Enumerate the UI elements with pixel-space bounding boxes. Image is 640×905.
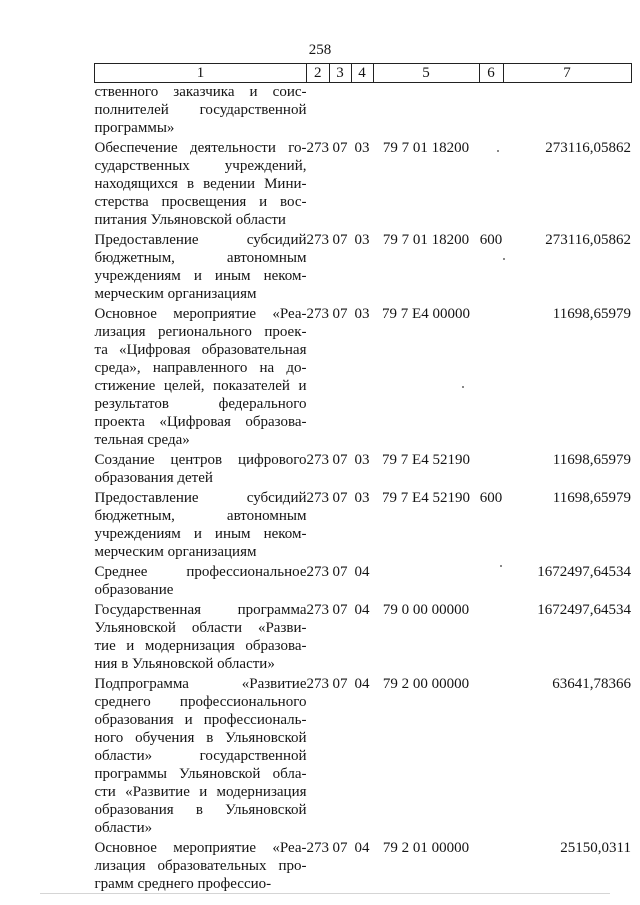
header-col-7: 7 — [503, 64, 631, 83]
sum-cell: 63641,78366 — [552, 676, 631, 692]
sum-cell: 273116,05862 — [545, 140, 631, 156]
sum-cell: 11698,65979 — [552, 306, 631, 322]
sum-cell: 1672497,64534 — [537, 602, 631, 618]
name-line: Подпрограмма «Развитие — [94, 676, 307, 692]
name-line: Создание центров цифрового — [94, 452, 307, 468]
name-line: стерства просвещения и вос- — [94, 194, 307, 210]
csr-cell: 79 7 01 18200 — [382, 232, 470, 248]
sum-cell — [503, 83, 631, 138]
name-cell — [95, 303, 307, 449]
scan-mark — [500, 565, 502, 567]
rz-cell: 07 — [332, 840, 348, 856]
name-cell — [95, 137, 307, 229]
name-line: ния в Ульяновской области» — [94, 656, 275, 672]
name-line: Предоставление субсидий — [94, 490, 307, 506]
name-line: проекта «Цифровая образова- — [94, 414, 307, 430]
csr-cell: 79 7 E4 52190 — [382, 452, 470, 468]
ved-cell: 273 — [306, 564, 329, 580]
rz-cell: 07 — [332, 140, 348, 156]
name-line: сударственных учреждений, — [94, 158, 307, 174]
ved-cell: 273 — [306, 490, 329, 506]
pr-cell: 04 — [354, 676, 370, 692]
name-line: сти «Развитие и модернизация — [94, 784, 307, 800]
name-line: Основное мероприятие «Реа- — [94, 840, 307, 856]
budget-table — [94, 63, 632, 893]
rz-cell: 07 — [332, 452, 348, 468]
rz-cell: 07 — [332, 564, 348, 580]
csr-cell: 79 7 01 18200 — [382, 140, 470, 156]
ved-cell: 273 — [306, 452, 329, 468]
rz-cell: 07 — [332, 676, 348, 692]
csr-cell: 79 2 00 00000 — [382, 676, 470, 692]
name-line: Среднее профессиональное — [94, 564, 307, 580]
name-line: образования детей — [94, 470, 213, 486]
table-row — [95, 303, 632, 449]
ved-cell: 273 — [306, 306, 329, 322]
header-col-6: 6 — [479, 64, 503, 83]
name-line: бюджетным, автономным — [94, 250, 307, 266]
name-line: бюджетным, автономным — [94, 508, 307, 524]
header-col-2: 2 — [307, 64, 330, 83]
ved-cell: 273 — [306, 602, 329, 618]
ved-cell: 273 — [306, 676, 329, 692]
table-row — [95, 229, 632, 303]
pr-cell: 03 — [354, 232, 370, 248]
name-line: Обеспечение деятельности го- — [94, 140, 307, 156]
name-line: Предоставление субсидий — [94, 232, 307, 248]
scan-mark — [503, 258, 505, 260]
page-number: 258 — [308, 42, 332, 58]
table-row — [95, 83, 632, 138]
name-line: образования в Ульяновской — [94, 802, 307, 818]
sum-cell: 273116,05862 — [545, 232, 631, 248]
table-row — [95, 673, 632, 837]
ved-cell: 273 — [306, 840, 329, 856]
csr-cell — [373, 561, 479, 599]
name-cell — [95, 837, 307, 893]
scan-mark — [40, 893, 610, 894]
csr-cell — [373, 83, 479, 138]
vr-cell — [479, 449, 503, 487]
vr-cell: 600 — [479, 232, 503, 248]
csr-cell: 79 7 E4 52190 — [382, 490, 470, 506]
sum-cell: 11698,65979 — [552, 490, 631, 506]
ved-cell: 273 — [306, 232, 329, 248]
vr-cell — [479, 137, 503, 229]
scan-mark — [497, 150, 499, 152]
name-line: стижение целей, показателей и — [94, 378, 307, 394]
name-line: учреждениям и иным неком- — [94, 268, 307, 284]
table-header-row — [95, 64, 632, 83]
vr-cell — [479, 303, 503, 449]
csr-cell: 79 0 00 00000 — [382, 602, 470, 618]
table-row — [95, 137, 632, 229]
pr-cell: 04 — [354, 840, 370, 856]
header-col-4: 4 — [351, 64, 373, 83]
name-line: ного обучения в Ульяновской — [94, 730, 307, 746]
table-row — [95, 599, 632, 673]
table-row — [95, 449, 632, 487]
name-line: области» — [94, 820, 153, 836]
name-line: образование — [94, 582, 174, 598]
name-cell — [95, 561, 307, 599]
sum-cell: 11698,65979 — [552, 452, 631, 468]
name-cell — [95, 673, 307, 837]
name-cell — [95, 449, 307, 487]
name-line: грамм среднего профессио- — [94, 876, 272, 892]
name-line: полнителей государственной — [94, 102, 307, 118]
sum-cell: 1672497,64534 — [537, 564, 631, 580]
name-line: находящихся в ведении Мини- — [94, 176, 307, 192]
name-line: лизация регионального проек- — [94, 324, 307, 340]
pr-cell: 03 — [354, 306, 370, 322]
name-cell — [95, 83, 307, 138]
ved-cell: 273 — [306, 140, 329, 156]
name-line: тельная среда» — [94, 432, 190, 448]
name-cell — [95, 229, 307, 303]
pr-cell — [351, 83, 373, 138]
name-cell — [95, 599, 307, 673]
name-line: мерческим организациям — [94, 286, 257, 302]
pr-cell: 04 — [354, 602, 370, 618]
rz-cell: 07 — [332, 490, 348, 506]
name-line: результатов федерального — [94, 396, 307, 412]
pr-cell: 03 — [354, 452, 370, 468]
header-col-5: 5 — [373, 64, 479, 83]
name-line: программы Ульяновской обла- — [94, 766, 307, 782]
name-line: среднего профессионального — [94, 694, 307, 710]
name-line: тие и модернизация образова- — [94, 638, 307, 654]
pr-cell: 03 — [354, 490, 370, 506]
ved-cell — [307, 83, 330, 138]
name-line: лизация образовательных про- — [94, 858, 307, 874]
rz-cell — [329, 83, 351, 138]
rz-cell: 07 — [332, 306, 348, 322]
name-line: области» государственной — [94, 748, 307, 764]
header-col-3: 3 — [329, 64, 351, 83]
vr-cell — [479, 673, 503, 837]
pr-cell: 04 — [354, 564, 370, 580]
vr-cell — [479, 599, 503, 673]
rz-cell: 07 — [332, 602, 348, 618]
name-line: программы» — [94, 120, 175, 136]
table-row — [95, 561, 632, 599]
name-line: Основное мероприятие «Реа- — [94, 306, 307, 322]
scan-mark — [462, 386, 464, 388]
table-row — [95, 487, 632, 561]
name-line: среда», направленного на до- — [94, 360, 307, 376]
header-col-1: 1 — [95, 64, 307, 83]
sum-cell: 25150,0311 — [560, 840, 631, 856]
rz-cell: 07 — [332, 232, 348, 248]
vr-cell: 600 — [479, 490, 503, 506]
name-line: образования и профессиональ- — [94, 712, 307, 728]
name-line: мерческим организациям — [94, 544, 257, 560]
name-line: ственного заказчика и соис- — [94, 84, 307, 100]
name-line: та «Цифровая образовательная — [94, 342, 307, 358]
name-line: Государственная программа — [94, 602, 307, 618]
name-line: питания Ульяновской области — [94, 212, 286, 228]
name-line: учреждениям и иным неком- — [94, 526, 307, 542]
vr-cell — [479, 83, 503, 138]
name-cell — [95, 487, 307, 561]
vr-cell — [479, 837, 503, 893]
csr-cell: 79 7 E4 00000 — [382, 306, 470, 322]
table-row — [95, 837, 632, 893]
csr-cell: 79 2 01 00000 — [382, 840, 470, 856]
name-line: Ульяновской области «Разви- — [94, 620, 307, 636]
pr-cell: 03 — [354, 140, 370, 156]
